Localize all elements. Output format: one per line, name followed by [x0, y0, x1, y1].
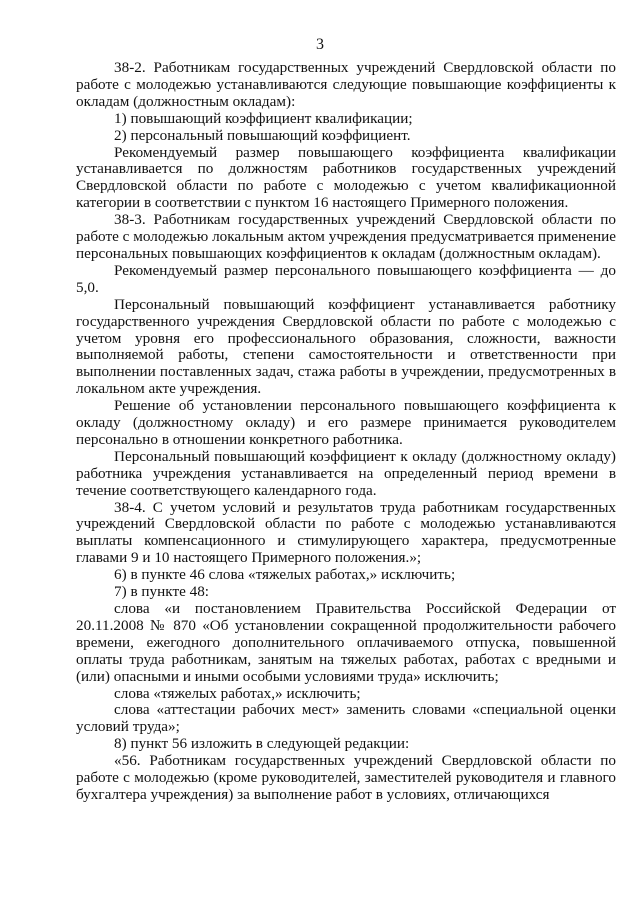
paragraph-38-2: 38-2. Работникам государственных учреждений Свердловской области по работе с молодежью устанавливаются следующие повышающие коэффициенты к окладам (должностным окладам): — [76, 59, 616, 110]
paragraph-attestation: слова «аттестации рабочих мест» заменить словами «специальной оценки условий труда»; — [76, 701, 616, 736]
list-item-7: 7) в пункте 48: — [114, 583, 210, 601]
list-item-2: 2) персональный повышающий коэффициент. — [114, 126, 411, 144]
paragraph-heavy-work: слова «тяжелых работах,» исключить; — [114, 684, 361, 702]
paragraph-personal-coefficient: Персональный повышающий коэффициент устанавливается работнику государственного учреждения Свердловской области по работе с молодежью с учетом уровня его профессионального образования, сложности, важности выполняемой работы, степени самостоятельности и ответственности при выполнении поставленных задач, стажа работы в учреждении, предусмотренных в локальном акте учреждения. — [76, 295, 616, 398]
list-item-1: 1) повышающий коэффициент квалификации; — [114, 109, 413, 127]
paragraph-government-decree: слова «и постановлением Правительства Российской Федерации от 20.11.2008 № 870 «Об установлении сокращенной продолжительности рабочего времени, ежегодного дополнительного оплачиваемого отпуска, повышенной оплаты труда работникам, занятым на тяжелых работах, работах с вредными и (или) опасными и иными особыми условиями труда» исключить; — [76, 600, 616, 685]
document-body — [76, 60, 616, 804]
paragraph-56: «56. Работникам государственных учреждений Свердловской области по работе с молодежью (кроме руководителей, заместителей руководителя и главного бухгалтера учреждения) за выполнение работ в условиях, отличающихся — [76, 752, 616, 803]
paragraph-38-3: 38-3. Работникам государственных учреждений Свердловской области по работе с молодежью локальным актом учреждения предусматривается применение персональных повышающих коэффициентов к окладам (должностным окладам). — [76, 211, 616, 262]
list-item-6: 6) в пункте 46 слова «тяжелых работах,» исключить; — [114, 566, 456, 584]
list-item-8: 8) пункт 56 изложить в следующей редакции: — [114, 735, 410, 753]
paragraph-qualification-coefficient: Рекомендуемый размер повышающего коэффициента квалификации устанавливается по должностям работников государственных учреждений Свердловской области по работе с молодежью с учетом квалификационной категории в соответствии с пунктом 16 настоящего Примерного положения. — [76, 143, 616, 212]
paragraph-decision: Решение об установлении персонального повышающего коэффициента к окладу (должностному окладу) и его размере принимается руководителем персонально в отношении конкретного работника. — [76, 397, 616, 448]
paragraph-recommended-size: Рекомендуемый размер персонального повышающего коэффициента — до 5,0. — [76, 261, 616, 296]
paragraph-period: Персональный повышающий коэффициент к окладу (должностному окладу) работника учреждения устанавливается на определенный период времени в течение соответствующего календарного года. — [76, 447, 616, 499]
paragraph-38-4: 38-4. С учетом условий и результатов труда работникам государственных учреждений Свердловской области по работе с молодежью устанавливаются выплаты компенсационного и стимулирующего характера, предусмотренные главами 9 и 10 настоящего Примерного положения.»; — [76, 498, 616, 567]
page-number: 3 — [316, 36, 324, 53]
